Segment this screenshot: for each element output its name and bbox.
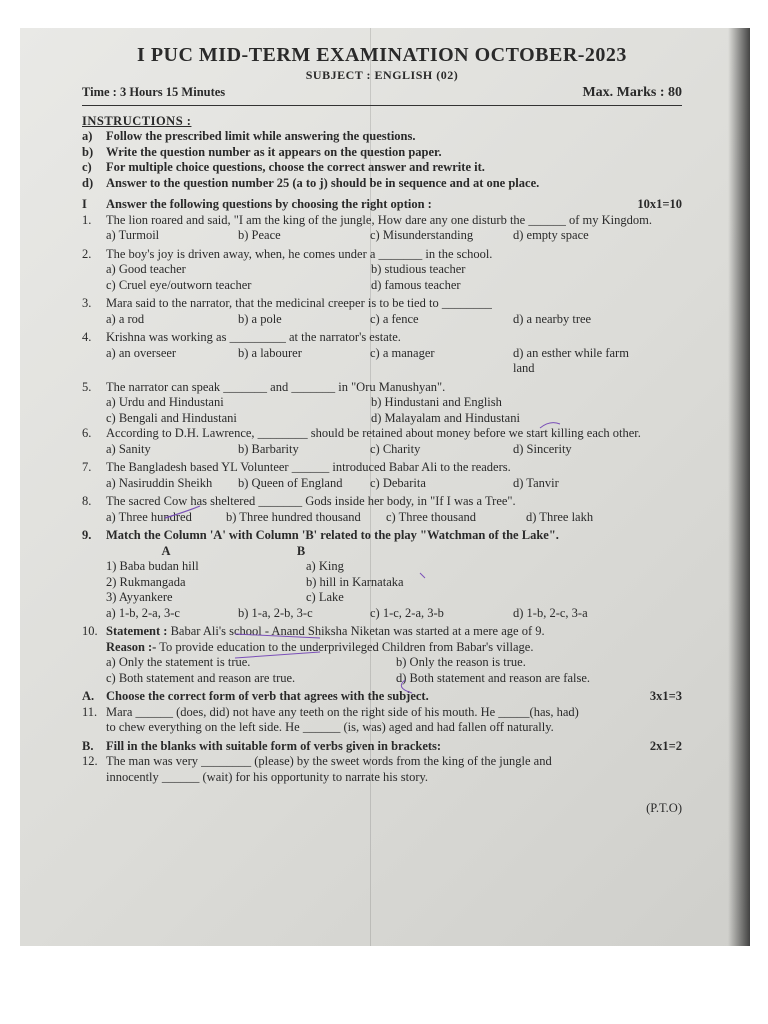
question-text: The sacred Cow has sheltered _______ Gods inside her body, in "If I was a Tree". bbox=[106, 494, 516, 508]
option: b) Only the reason is true. bbox=[396, 655, 526, 669]
question-10-reason bbox=[82, 640, 682, 656]
exam-time: Time : 3 Hours 15 Minutes bbox=[82, 85, 226, 99]
page-turn-note: (P.T.O) bbox=[646, 801, 682, 815]
statement-text: Babar Ali's school - Anand Shiksha Niketan was started at a mere age of 9. bbox=[170, 624, 545, 638]
question-text: The lion roared and said, "I am the king of the jungle, How dare any one disturb the ______ of my Kingdom. bbox=[106, 212, 652, 227]
column-a-item: 1) Baba budan hill bbox=[106, 559, 199, 573]
instruction-text: Follow the prescribed limit while answering the questions. bbox=[106, 129, 416, 143]
option: b) Hindustani and English bbox=[371, 395, 502, 409]
header-rule bbox=[82, 105, 682, 106]
column-a-item: 2) Rukmangada bbox=[106, 574, 186, 589]
option: d) Both statement and reason are false. bbox=[396, 670, 591, 685]
option: c) Misunderstanding bbox=[370, 228, 474, 242]
section-label: A. bbox=[82, 689, 95, 703]
option: a) an overseer bbox=[106, 345, 177, 360]
option: a) Nasiruddin Sheikh bbox=[106, 475, 213, 490]
reason-label: Reason :- bbox=[106, 639, 157, 654]
match-table bbox=[82, 544, 682, 606]
question-number: 3. bbox=[82, 296, 92, 310]
option: c) Charity bbox=[370, 441, 421, 456]
option: d) 1-b, 2-c, 3-a bbox=[513, 605, 588, 620]
question-12 bbox=[82, 754, 682, 770]
question-11 bbox=[82, 705, 682, 721]
question-10-options bbox=[82, 655, 682, 686]
question-text: The boy's joy is driven away, when, he comes under a _______ in the school. bbox=[106, 246, 493, 261]
time-marks-row bbox=[82, 85, 682, 101]
question-5 bbox=[82, 380, 682, 396]
question-number: 11. bbox=[82, 704, 98, 719]
option: a) Only the statement is true. bbox=[106, 655, 251, 669]
statement-label: Statement : bbox=[106, 624, 168, 638]
exam-title: I PUC MID-TERM EXAMINATION OCTOBER-2023 bbox=[137, 44, 627, 66]
question-number: 6. bbox=[82, 426, 92, 440]
option: d) Sincerity bbox=[513, 441, 572, 456]
option: c) Cruel eye/outworn teacher bbox=[106, 277, 252, 292]
question-3 bbox=[82, 296, 682, 312]
instructions-list bbox=[82, 129, 682, 191]
option: b) Three hundred thousand bbox=[226, 509, 361, 524]
section-number: I bbox=[82, 197, 87, 211]
column-b-item: b) hill in Karnataka bbox=[306, 574, 404, 589]
question-10-statement bbox=[82, 624, 682, 640]
option: a) Good teacher bbox=[106, 262, 186, 276]
option: d) a nearby tree bbox=[513, 311, 592, 326]
question-6-options bbox=[82, 442, 682, 458]
section-a-heading bbox=[82, 689, 682, 705]
question-11-cont bbox=[82, 720, 682, 736]
question-text-line: to chew everything on the left side. He ______ (is, was) aged and had fallen off naturally. bbox=[106, 720, 554, 734]
instruction-text: Answer to the question number 25 (a to j) should be in sequence and at one place. bbox=[106, 175, 540, 190]
column-b-header: B bbox=[296, 543, 306, 558]
column-a-item: 3) Ayyankere bbox=[106, 590, 173, 604]
exam-paper bbox=[82, 42, 682, 817]
max-marks: Max. Marks : 80 bbox=[582, 85, 682, 100]
option: a) 1-b, 2-a, 3-c bbox=[106, 605, 180, 620]
document-photo bbox=[20, 28, 750, 946]
option: b) Queen of England bbox=[238, 475, 343, 490]
option: c) Bengali and Hindustani bbox=[106, 410, 237, 425]
option: b) Barbarity bbox=[238, 441, 299, 456]
question-5-options bbox=[82, 395, 682, 426]
instruction-label: b) bbox=[82, 144, 94, 159]
instructions-heading: INSTRUCTIONS : bbox=[82, 113, 192, 128]
question-number: 4. bbox=[82, 330, 92, 344]
question-7-options bbox=[82, 476, 682, 492]
section-b-heading bbox=[82, 739, 682, 755]
question-number: 5. bbox=[82, 379, 92, 394]
option: c) a fence bbox=[370, 311, 419, 326]
section-instruction: Answer the following questions by choosing the right option : bbox=[106, 197, 432, 211]
option: b) 1-a, 2-b, 3-c bbox=[238, 605, 313, 620]
option: d) famous teacher bbox=[371, 277, 461, 292]
question-1-options bbox=[82, 228, 682, 244]
option: c) Both statement and reason are true. bbox=[106, 670, 296, 685]
option: a) Three hundred bbox=[106, 509, 192, 524]
question-7 bbox=[82, 460, 682, 476]
question-text: Krishna was working as _________ at the narrator's estate. bbox=[106, 330, 401, 344]
question-number: 10. bbox=[82, 624, 98, 638]
option: d) Tanvir bbox=[513, 475, 559, 490]
question-8 bbox=[82, 494, 682, 510]
option: b) studious teacher bbox=[371, 262, 466, 276]
instruction-label: a) bbox=[82, 129, 93, 143]
option: d) empty space bbox=[513, 228, 589, 242]
question-9 bbox=[82, 528, 682, 544]
exam-subject: SUBJECT : ENGLISH (02) bbox=[305, 67, 459, 82]
question-text: Mara said to the narrator, that the medicinal creeper is to be tied to ________ bbox=[106, 296, 492, 310]
instruction-label: d) bbox=[82, 175, 94, 190]
question-text-line: Mara ______ (does, did) not have any teeth on the right side of his mouth. He _____(has, had) bbox=[106, 704, 579, 719]
instruction-item bbox=[82, 129, 682, 145]
instruction-item bbox=[82, 145, 682, 161]
section-instruction: Choose the correct form of verb that agrees with the subject. bbox=[106, 689, 429, 703]
option: a) Sanity bbox=[106, 441, 151, 456]
reason-text: To provide education to the underprivileged Children from Babar's village. bbox=[159, 639, 534, 654]
question-1 bbox=[82, 213, 682, 229]
option: d) an esther while farm land bbox=[513, 345, 629, 375]
instruction-item bbox=[82, 176, 682, 192]
question-number: 9. bbox=[82, 528, 92, 542]
question-4-options bbox=[82, 346, 682, 377]
section-marks: 2x1=2 bbox=[649, 738, 682, 753]
column-a-header: A bbox=[161, 543, 171, 558]
question-8-options bbox=[82, 510, 682, 526]
photo-edge-shadow bbox=[728, 28, 750, 946]
option: a) Turmoil bbox=[106, 228, 160, 242]
question-number: 1. bbox=[82, 212, 92, 227]
question-6 bbox=[82, 426, 682, 442]
question-2 bbox=[82, 247, 682, 263]
question-number: 2. bbox=[82, 246, 92, 261]
option: b) a labourer bbox=[238, 345, 302, 360]
question-text-line: innocently ______ (wait) for his opportunity to narrate his story. bbox=[106, 769, 429, 784]
option: c) a manager bbox=[370, 345, 435, 360]
option: c) 1-c, 2-a, 3-b bbox=[370, 605, 444, 620]
question-3-options bbox=[82, 312, 682, 328]
section-label: B. bbox=[82, 738, 94, 753]
section-1-heading bbox=[82, 197, 682, 213]
option: b) Peace bbox=[238, 228, 281, 242]
option: d) Malayalam and Hindustani bbox=[371, 410, 520, 425]
question-text: Match the Column 'A' with Column 'B' related to the play "Watchman of the Lake". bbox=[106, 528, 559, 542]
question-number: 8. bbox=[82, 494, 92, 508]
option: c) Debarita bbox=[370, 475, 426, 490]
question-9-options bbox=[82, 606, 682, 622]
option: a) Urdu and Hindustani bbox=[106, 395, 224, 409]
instruction-item bbox=[82, 160, 682, 176]
section-marks: 3x1=3 bbox=[649, 689, 682, 703]
option: d) Three lakh bbox=[526, 509, 594, 524]
question-number: 7. bbox=[82, 460, 92, 474]
question-text: The Bangladesh based YL Volunteer ______ introduced Babar Ali to the readers. bbox=[106, 460, 511, 474]
option: a) a rod bbox=[106, 311, 145, 326]
column-b-item: a) King bbox=[306, 559, 344, 573]
question-text: According to D.H. Lawrence, ________ should be retained about money before we start killing each other. bbox=[106, 426, 641, 440]
question-12-cont bbox=[82, 770, 682, 786]
option: c) Three thousand bbox=[386, 509, 477, 524]
option: b) a pole bbox=[238, 311, 282, 326]
question-2-options bbox=[82, 262, 682, 293]
question-text-line: The man was very ________ (please) by the sweet words from the king of the jungle and bbox=[106, 754, 552, 768]
section-marks: 10x1=10 bbox=[637, 197, 682, 211]
question-4 bbox=[82, 330, 682, 346]
instruction-text: Write the question number as it appears on the question paper. bbox=[106, 144, 442, 159]
instruction-text: For multiple choice questions, choose the correct answer and rewrite it. bbox=[106, 160, 485, 174]
section-instruction: Fill in the blanks with suitable form of verbs given in brackets: bbox=[106, 738, 442, 753]
question-text: The narrator can speak _______ and _______ in "Oru Manushyan". bbox=[106, 379, 446, 394]
instruction-label: c) bbox=[82, 160, 92, 174]
column-b-item: c) Lake bbox=[306, 590, 344, 604]
question-number: 12. bbox=[82, 754, 98, 768]
